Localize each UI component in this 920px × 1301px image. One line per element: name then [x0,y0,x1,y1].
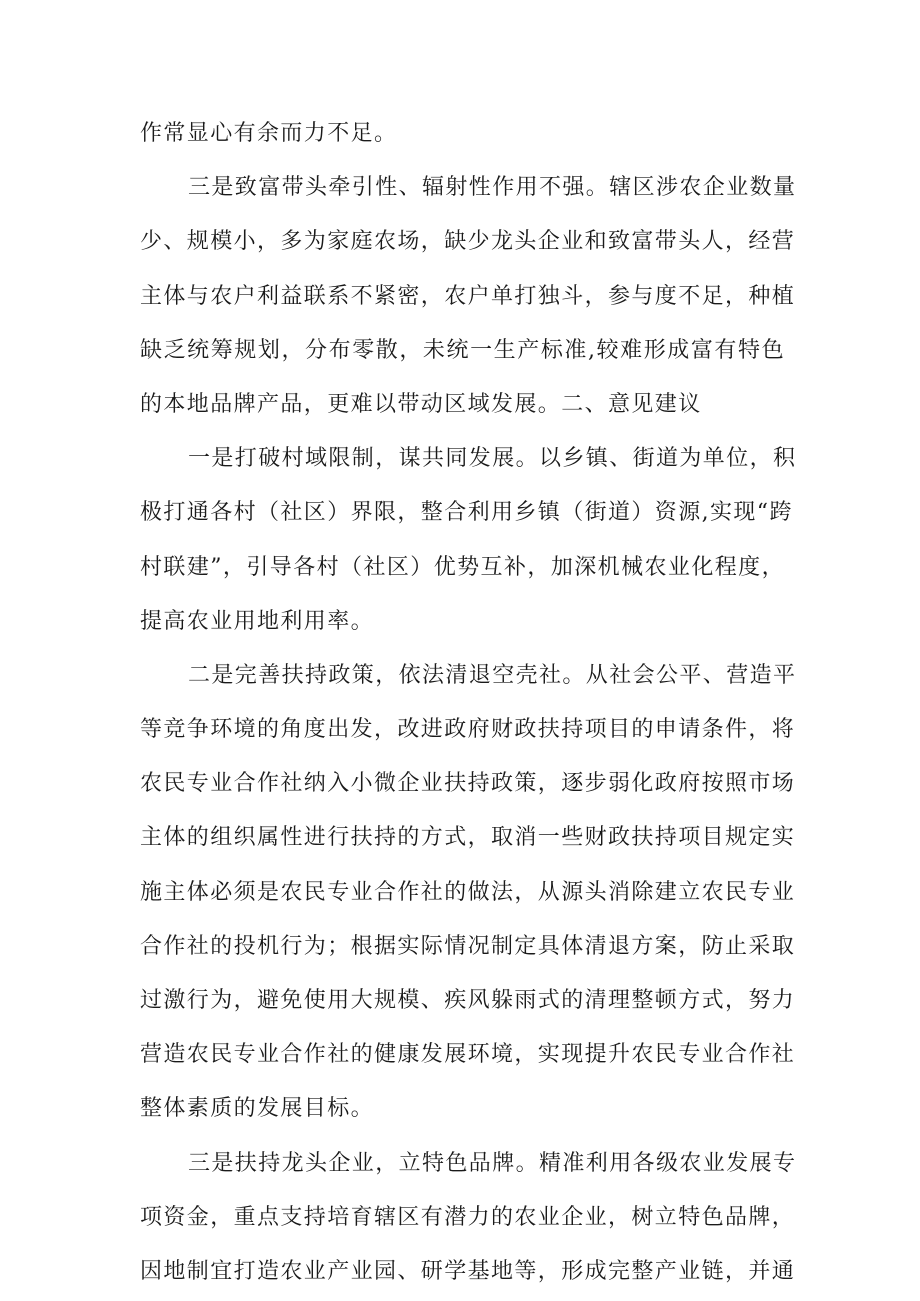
text-line: 二是完善扶持政策，依法清退空壳社。从社会公平、营造平 [188,662,797,688]
text-line: 过激行为，避免使用大规模、疾风躲雨式的清理整顿方式，努力 [140,988,796,1013]
text-line: 作常显心有余而力不足。 [140,121,398,146]
text-line: 主体的组织属性进行扶持的方式，取消一些财政扶持项目规定实 [140,825,796,851]
text-line: 一是打破村域限制，谋共同发展。以乡镇、街道为单位，积 [188,446,797,472]
text-line: 极打通各村（社区）界限，整合利用乡镇（街道）资源,实现“跨 [140,500,793,526]
text-line: 三是扶持龙头企业，立特色品牌。精准利用各级农业发展专 [188,1150,797,1176]
text-line: 营造农民专业合作社的健康发展环境，实现提升农民专业合作社 [140,1042,796,1068]
text-line: 提高农业用地利用率。 [140,608,375,634]
text-line: 的本地品牌产品，更难以带动区域发展。二、意见建议 [140,391,702,417]
text-line: 农民专业合作社纳入小微企业扶持政策，逐步弱化政府按照市场 [140,771,796,797]
paragraph [140,432,797,649]
text-line: 少、规模小，多为家庭农场，缺少龙头企业和致富带头人，经营 [140,229,796,255]
text-line: 三是致富带头牵引性、辐射性作用不强。辖区涉农企业数量 [188,175,797,201]
paragraph [140,107,785,161]
text-line: 施主体必须是农民专业合作社的做法，从源头消除建立农民专业 [140,879,796,905]
paragraph [140,649,797,1137]
text-line: 等竞争环境的角度出发，改进政府财政扶持项目的申请条件，将 [140,717,796,743]
paragraph [140,1137,797,1300]
paragraph [140,161,797,432]
text-line: 缺乏统筹规划，分布零散，未统一生产标准,较难形成富有特色 [140,337,785,363]
text-line: 合作社的投机行为；根据实际情况制定具体清退方案，防止采取 [140,933,796,959]
document-body [140,107,797,1299]
text-line: 主体与农户利益联系不紧密，农户单打独斗，参与度不足，种植 [140,283,796,309]
text-line: 项资金，重点支持培育辖区有潜力的农业企业，树立特色品牌， [140,1204,796,1230]
text-line: 因地制宜打造农业产业园、研学基地等，形成完整产业链，并通 [140,1258,796,1284]
text-line: 村联建”，引导各村（社区）优势互补，加深机械农业化程度， [140,554,785,580]
text-line: 整体素质的发展目标。 [140,1096,375,1122]
